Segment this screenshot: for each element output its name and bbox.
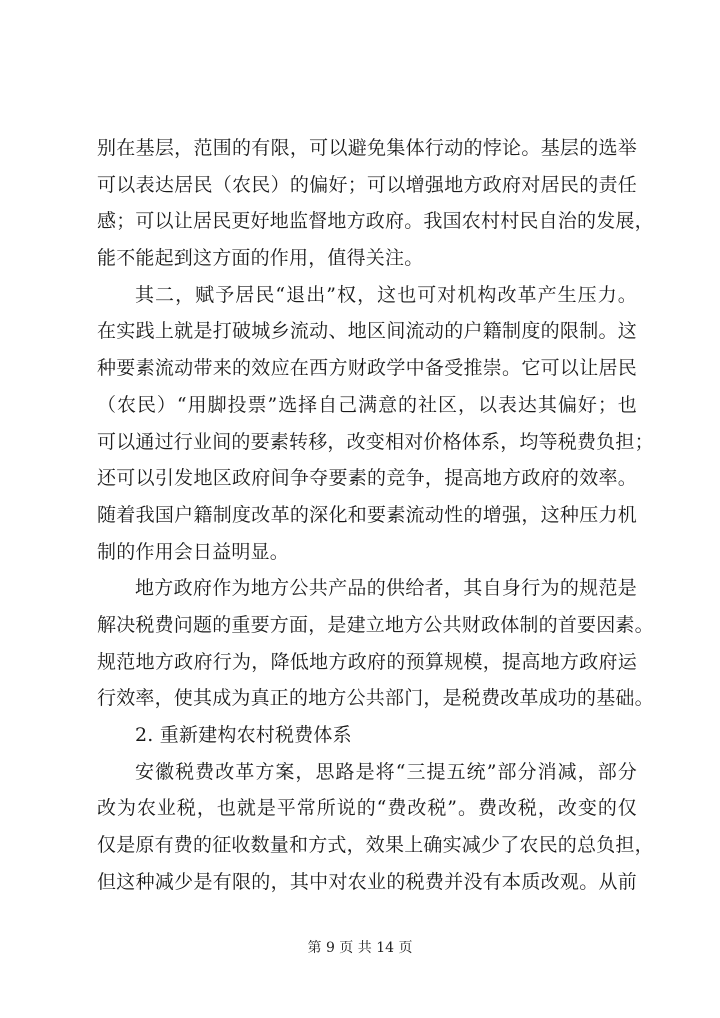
text-line: 别在基层，范围的有限，可以避免集体行动的悖论。基层的选举 — [97, 137, 637, 159]
text-line: 还可以引发地区政府间争夺要素的竞争，提高地方政府的效率。 — [97, 467, 637, 490]
text-line: 在实践上就是打破城乡流动、地区间流动的户籍制度的限制。这 — [97, 320, 637, 343]
text-line: 能不能起到这方面的作用，值得关注。 — [97, 247, 424, 270]
text-line: 解决税费问题的重要方面，是建立地方公共财政体制的首要因素。 — [97, 613, 654, 636]
text-line: 仅是原有费的征收数量和方式，效果上确实减少了农民的总负担， — [97, 834, 654, 857]
text-line: 但这种减少是有限的，其中对农业的税费并没有本质改观。从前 — [97, 870, 637, 893]
body-text — [97, 130, 654, 900]
text-line: 随着我国户籍制度改革的深化和要素流动性的增强，这种压力机 — [97, 503, 637, 526]
text-line: 地方政府作为地方公共产品的供给者，其自身行为的规范是 — [135, 577, 637, 600]
text-line: 安徽税费改革方案，思路是将“三提五统”部分消减，部分 — [135, 760, 637, 783]
text-line: 种要素流动带来的效应在西方财政学中备受推崇。它可以让居民 — [97, 357, 637, 380]
text-line: 感；可以让居民更好地监督地方政府。我国农村村民自治的发展， — [97, 210, 654, 233]
text-line: （农民）“用脚投票”选择自己满意的社区，以表达其偏好；也 — [97, 393, 637, 416]
text-line: 制的作用会日益明显。 — [97, 540, 290, 563]
text-line: 改为农业税，也就是平常所说的“费改税”。费改税，改变的仅 — [97, 797, 637, 820]
text-line: 可以通过行业间的要素转移，改变相对价格体系，均等税费负担； — [97, 430, 654, 453]
text-line: 规范地方政府行为，降低地方政府的预算规模，提高地方政府运 — [97, 650, 637, 673]
page-footer: 第 9 页 共 14 页 — [307, 940, 413, 956]
text-line: 可以表达居民（农民）的偏好；可以增强地方政府对居民的责任 — [97, 173, 637, 196]
text-line: 其二，赋予居民“退出”权，这也可对机构改革产生压力。 — [135, 283, 637, 306]
text-line: 行效率，使其成为真正的地方公共部门，是税费改革成功的基础。 — [97, 687, 654, 710]
text-line: 2. 重新建构农村税费体系 — [135, 724, 352, 746]
